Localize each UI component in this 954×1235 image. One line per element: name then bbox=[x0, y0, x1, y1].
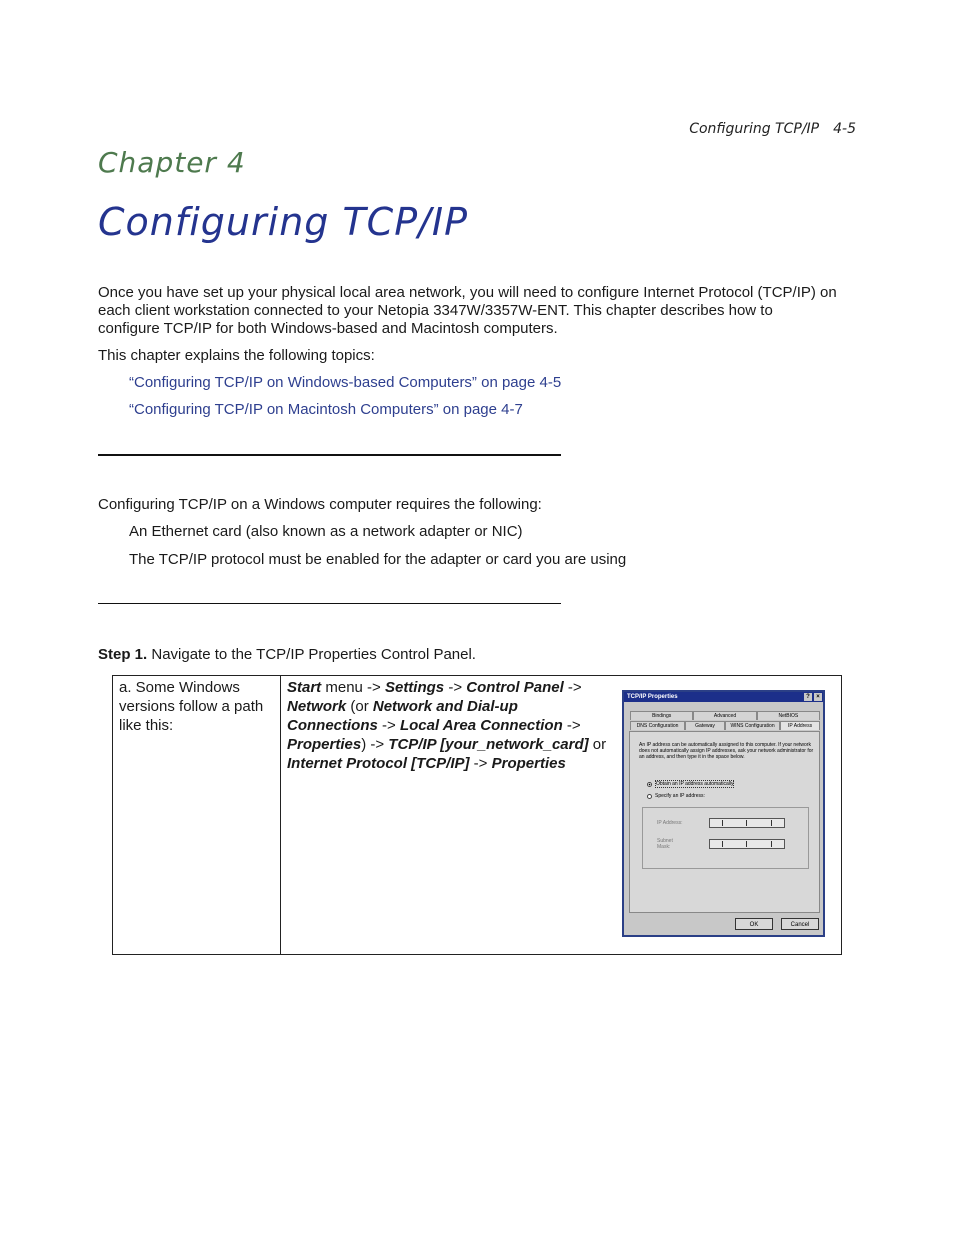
tab-dns-configuration[interactable]: DNS Configuration bbox=[630, 721, 685, 730]
radio-obtain-automatically[interactable] bbox=[647, 780, 734, 788]
path-text: (or bbox=[346, 698, 373, 715]
radio-unselected-icon bbox=[647, 794, 652, 799]
running-head-section: Configuring TCP/IP bbox=[689, 121, 820, 137]
path-network: Network bbox=[287, 698, 347, 715]
running-head bbox=[600, 121, 856, 137]
intro-line: configure TCP/IP for both Windows-based and Macintosh computers. bbox=[98, 320, 558, 337]
tab-bindings[interactable]: Bindings bbox=[630, 711, 693, 720]
tab-gateway[interactable]: Gateway bbox=[685, 721, 725, 730]
path-text: -> bbox=[444, 679, 467, 696]
path-network-dialup: Network and Dial-up Connections bbox=[287, 698, 518, 734]
close-icon[interactable]: × bbox=[814, 693, 822, 701]
intro-paragraph bbox=[98, 284, 858, 338]
step-label: Step 1. bbox=[98, 646, 148, 663]
topic-link-windows[interactable]: “Configuring TCP/IP on Windows-based Computers” on page 4-5 bbox=[129, 374, 562, 391]
path-text: ) -> bbox=[361, 736, 389, 753]
cancel-button[interactable]: Cancel bbox=[781, 918, 819, 930]
radio-label: Obtain an IP address automatically bbox=[656, 781, 734, 787]
path-properties: Properties bbox=[491, 755, 566, 772]
path-text: -> bbox=[469, 755, 492, 772]
chapter-label: Chapter 4 bbox=[98, 146, 246, 179]
chapter-title: Configuring TCP/IP bbox=[98, 200, 469, 244]
path-internet-protocol: Internet Protocol [TCP/IP] bbox=[287, 755, 470, 772]
ok-button[interactable]: OK bbox=[735, 918, 773, 930]
tab-netbios[interactable]: NetBIOS bbox=[757, 711, 820, 720]
ip-address-group bbox=[642, 807, 809, 869]
tabs-row-front bbox=[630, 721, 820, 730]
path-properties: Properties bbox=[287, 736, 362, 753]
path-settings: Settings bbox=[384, 679, 445, 696]
subnet-mask-field[interactable] bbox=[709, 839, 785, 849]
radio-specify-address[interactable] bbox=[647, 793, 705, 799]
navigation-path bbox=[287, 678, 607, 773]
requirement-item: An Ethernet card (also known as a network adapter or NIC) bbox=[129, 523, 523, 540]
step-1 bbox=[98, 646, 476, 663]
path-text: menu -> bbox=[321, 679, 385, 696]
path-text: -> bbox=[562, 717, 581, 734]
section-rule bbox=[98, 603, 561, 604]
dialog-titlebar bbox=[624, 692, 823, 702]
radio-selected-icon bbox=[647, 782, 652, 787]
ip-address-panel bbox=[629, 731, 820, 913]
tabs-row-back bbox=[630, 711, 820, 720]
path-text: -> bbox=[377, 717, 400, 734]
tab-advanced[interactable]: Advanced bbox=[693, 711, 756, 720]
path-control-panel: Control Panel bbox=[466, 679, 564, 696]
path-local-area-connection: Local Area Connection bbox=[399, 717, 563, 734]
intro-line: Once you have set up your physical local area network, you will need to configure Internet Protocol (TCP/IP) on bbox=[98, 284, 837, 301]
requirement-item: The TCP/IP protocol must be enabled for the adapter or card you are using bbox=[129, 551, 627, 568]
page-number: 4-5 bbox=[833, 121, 856, 137]
requirements-intro: Configuring TCP/IP on a Windows computer requires the following: bbox=[98, 496, 542, 513]
radio-label: Specify an IP address: bbox=[655, 793, 705, 799]
intro-line: each client workstation connected to your Netopia 3347W/3357W-ENT. This chapter describes how to bbox=[98, 302, 773, 319]
tab-ip-address[interactable]: IP Address bbox=[780, 721, 820, 730]
ip-address-row bbox=[657, 818, 785, 828]
dialog-title: TCP/IP Properties bbox=[627, 694, 678, 700]
subnet-mask-label: Subnet Mask: bbox=[657, 838, 673, 850]
step-text: Navigate to the TCP/IP Properties Control Panel. bbox=[151, 646, 476, 663]
subnet-mask-row bbox=[657, 838, 785, 850]
ip-address-field[interactable] bbox=[709, 818, 785, 828]
topic-link-macintosh[interactable]: “Configuring TCP/IP on Macintosh Computers” on page 4-7 bbox=[129, 401, 523, 418]
ip-address-label: IP Address: bbox=[657, 820, 683, 826]
panel-description: An IP address can be automatically assigned to this computer. If your network does not automatically assign IP addresses, ask your network administrator for an address, and then type it in the space below. bbox=[639, 742, 814, 760]
help-icon[interactable]: ? bbox=[804, 693, 812, 701]
tab-wins-configuration[interactable]: WINS Configuration bbox=[725, 721, 780, 730]
topics-intro: This chapter explains the following topics: bbox=[98, 347, 375, 364]
path-start: Start bbox=[287, 679, 322, 696]
tcpip-properties-dialog bbox=[622, 690, 825, 937]
path-tcpip-card: TCP/IP [your_network_card] bbox=[388, 736, 589, 753]
path-text: or bbox=[588, 736, 607, 753]
path-text: -> bbox=[563, 679, 582, 696]
section-rule bbox=[98, 454, 561, 456]
table-cell-condition: a. Some Windows versions follow a path like this: bbox=[113, 676, 281, 955]
